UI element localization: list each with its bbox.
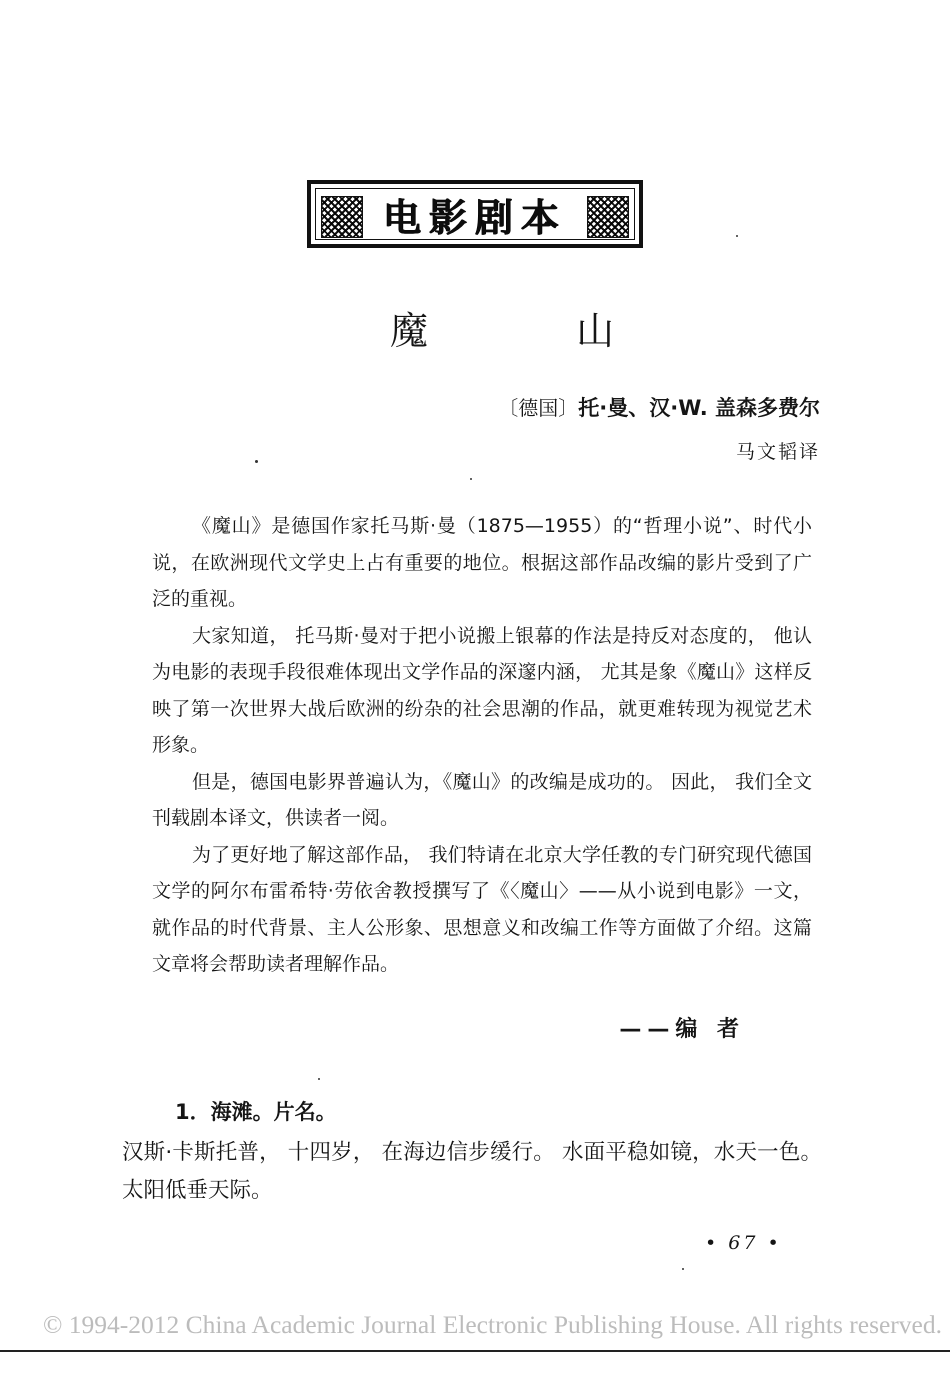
banner-ornament-left-icon — [321, 196, 363, 238]
intro-paragraph: 大家知道， 托马斯·曼对于把小说搬上银幕的作法是持反对态度的， 他认为电影的表现手段很难体现出文学作品的深邃内涵， 尤其是象《魔山》这样反映了第一次世界大战后欧洲的纷杂的社会思潮的作品，就更难转现为视觉艺术形象。 — [152, 624, 812, 756]
scan-speck — [255, 460, 258, 463]
footer-rule — [0, 1350, 950, 1352]
translator: 马文韬译 — [735, 441, 820, 463]
article-title: 魔 山 — [390, 309, 683, 353]
copyright-watermark: © 1994-2012 China Academic Journal Electronic Publishing House. All rights reserved. — [43, 1310, 942, 1339]
scene-text: 汉斯·卡斯托普， 十四岁， 在海边信步缓行。 水面平稳如镜，水天一色。太阳低垂天际。 — [122, 1140, 822, 1203]
author-line — [498, 392, 820, 422]
editor-signature: ——编 者 — [619, 1017, 745, 1042]
banner-title: 电影剧本 — [382, 195, 567, 240]
scan-speck — [682, 1268, 684, 1270]
scan-speck — [470, 478, 472, 480]
column-banner — [307, 180, 643, 248]
author-nationality: 〔德国〕 — [498, 396, 579, 420]
intro-paragraph: 《魔山》是德国作家托马斯·曼（1875—1955）的“哲理小说”、时代小说，在欧洲现代文学史上占有重要的地位。根据这部作品改编的影片受到了广泛的重视。 — [152, 515, 812, 610]
page-number: • 67 • — [705, 1232, 782, 1254]
author-names: 托·曼、汉·W. 盖森多费尔 — [578, 396, 820, 420]
banner-ornament-right-icon — [587, 196, 629, 238]
scan-speck — [736, 235, 738, 237]
scene-body — [122, 1134, 822, 1210]
intro-paragraph: 为了更好地了解这部作品， 我们特请在北京大学任教的专门研究现代德国文学的阿尔布雷希特·劳依舍教授撰写了《〈魔山〉——从小说到电影》一文，就作品的时代背景、主人公形象、思想意义和改编工作等方面做了介绍。这篇文章将会帮助读者理解作品。 — [152, 843, 812, 975]
scan-speck — [318, 1078, 320, 1080]
scene-heading: 1．海滩。片名。 — [175, 1100, 337, 1124]
editor-intro — [152, 508, 812, 983]
intro-paragraph: 但是，德国电影界普遍认为，《魔山》的改编是成功的。 因此， 我们全文刊载剧本译文，供读者一阅。 — [152, 770, 812, 829]
